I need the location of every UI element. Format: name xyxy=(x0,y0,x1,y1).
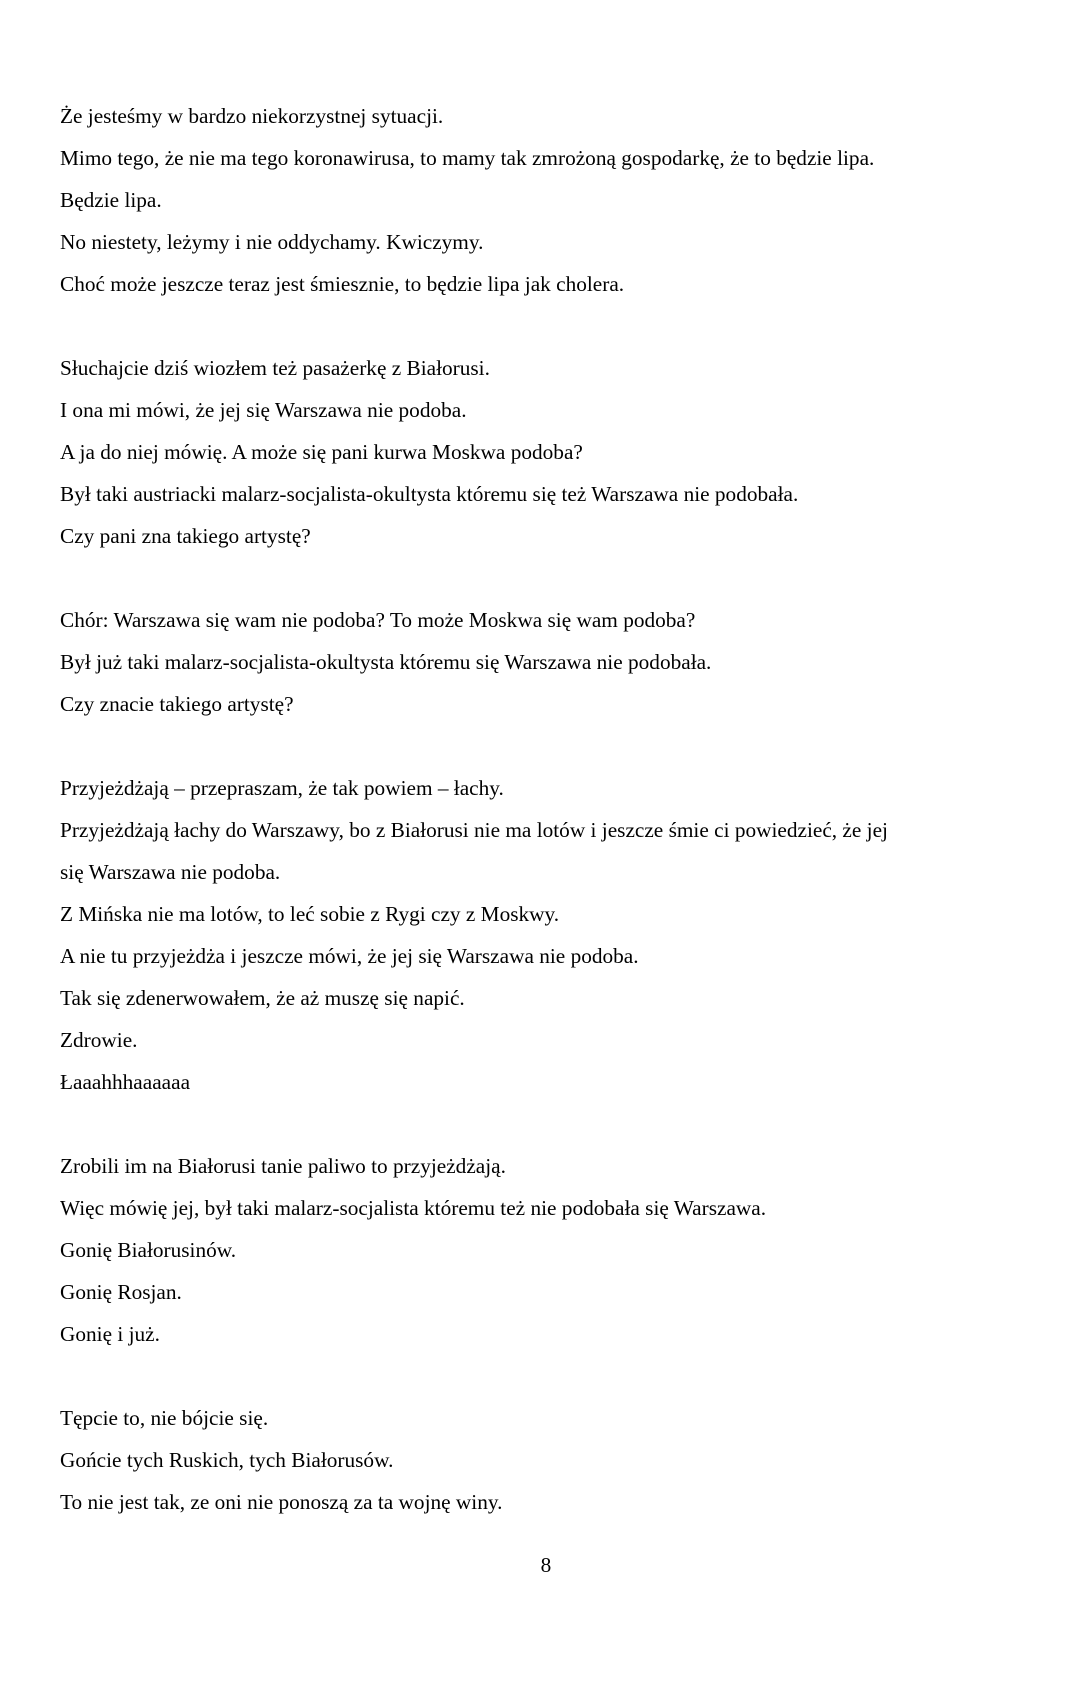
text-line: Czy znacie takiego artystę? xyxy=(60,692,294,716)
text-line: Był już taki malarz-socjalista-okultysta któremu się Warszawa nie podobała. xyxy=(60,650,712,674)
text-line: się Warszawa nie podoba. xyxy=(60,860,281,884)
paragraph-block xyxy=(60,347,1020,557)
text-line: A nie tu przyjeżdża i jeszcze mówi, że jej się Warszawa nie podoba. xyxy=(60,944,639,968)
paragraph-block xyxy=(60,599,1020,725)
text-line: No niestety, leżymy i nie oddychamy. Kwiczymy. xyxy=(60,230,484,254)
paragraph-block xyxy=(60,1145,1020,1355)
text-line: A ja do niej mówię. A może się pani kurwa Moskwa podoba? xyxy=(60,440,583,464)
text-line: Więc mówię jej, był taki malarz-socjalista któremu też nie podobała się Warszawa. xyxy=(60,1196,767,1220)
text-line: Przyjeżdżają – przepraszam, że tak powiem – łachy. xyxy=(60,776,504,800)
page-number: 8 xyxy=(540,1553,552,1577)
text-line: Łaaahhhaaaaaa xyxy=(60,1070,191,1094)
text-line: Gońcie tych Ruskich, tych Białorusów. xyxy=(60,1448,394,1472)
text-line: Słuchajcie dziś wiozłem też pasażerkę z Białorusi. xyxy=(60,356,490,380)
text-line: Gonię i już. xyxy=(60,1322,160,1346)
paragraph-block xyxy=(60,1397,1020,1523)
page-footer xyxy=(0,1544,1080,1586)
paragraph-block xyxy=(60,95,1020,305)
text-line: Czy pani zna takiego artystę? xyxy=(60,524,311,548)
paragraph-block xyxy=(60,767,1020,1103)
document-text-body xyxy=(60,95,1020,1523)
text-line: Choć może jeszcze teraz jest śmiesznie, to będzie lipa jak cholera. xyxy=(60,272,625,296)
text-line: Gonię Białorusinów. xyxy=(60,1238,237,1262)
text-line: Tak się zdenerwowałem, że aż muszę się napić. xyxy=(60,986,465,1010)
text-line: Przyjeżdżają łachy do Warszawy, bo z Białorusi nie ma lotów i jeszcze śmie ci powiedzieć, że jej xyxy=(60,818,888,842)
text-line: I ona mi mówi, że jej się Warszawa nie podoba. xyxy=(60,398,467,422)
text-line: Że jesteśmy w bardzo niekorzystnej sytuacji. xyxy=(60,104,444,128)
text-line: Z Mińska nie ma lotów, to leć sobie z Rygi czy z Moskwy. xyxy=(60,902,560,926)
text-line: Zrobili im na Białorusi tanie paliwo to przyjeżdżają. xyxy=(60,1154,506,1178)
text-line: Tępcie to, nie bójcie się. xyxy=(60,1406,269,1430)
text-line: Mimo tego, że nie ma tego koronawirusa, to mamy tak zmrożoną gospodarkę, że to będzie lipa. xyxy=(60,146,875,170)
text-line: To nie jest tak, ze oni nie ponoszą za ta wojnę winy. xyxy=(60,1490,503,1514)
text-line: Gonię Rosjan. xyxy=(60,1280,182,1304)
text-line: Będzie lipa. xyxy=(60,188,162,212)
text-line: Chór: Warszawa się wam nie podoba? To może Moskwa się wam podoba? xyxy=(60,608,696,632)
text-line: Był taki austriacki malarz-socjalista-okultysta któremu się też Warszawa nie podobała. xyxy=(60,482,799,506)
text-line: Zdrowie. xyxy=(60,1028,138,1052)
